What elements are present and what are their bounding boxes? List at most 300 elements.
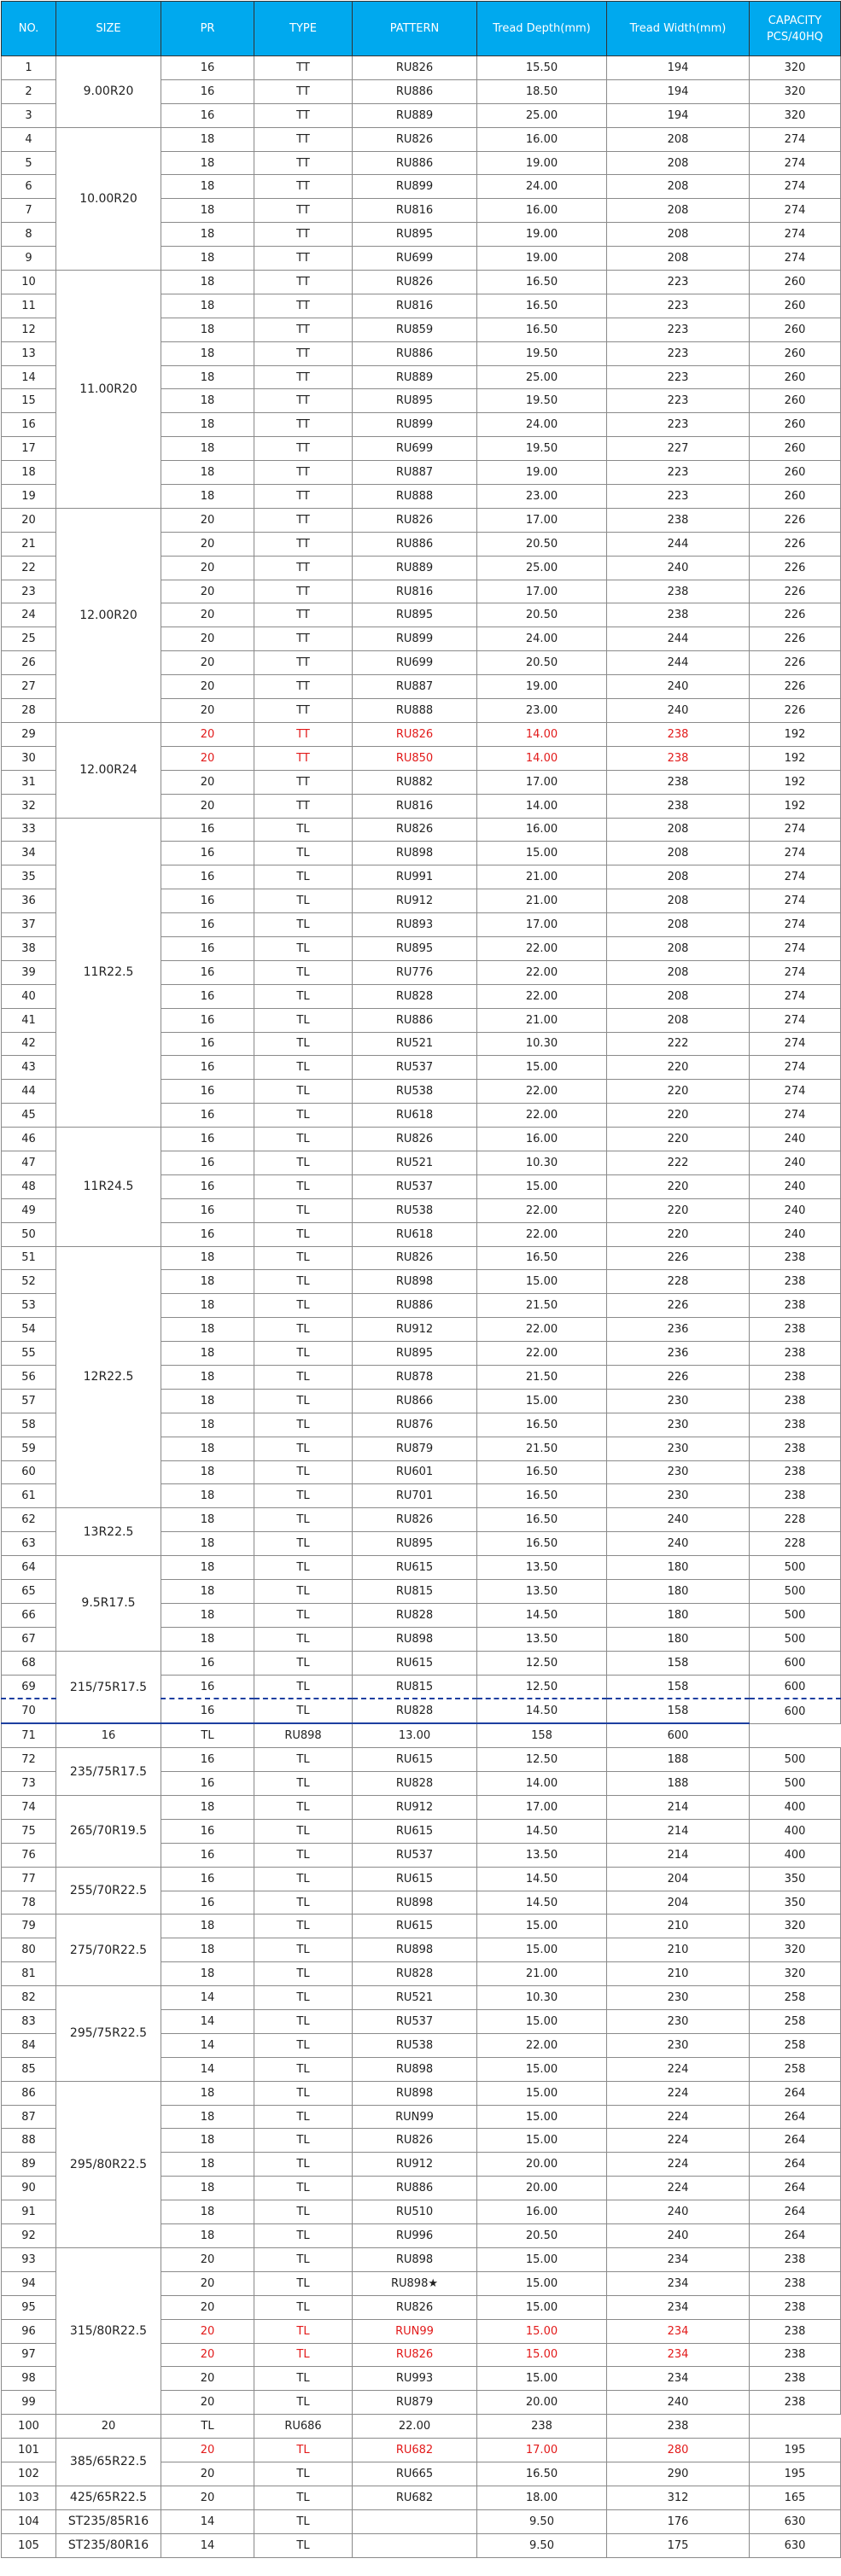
table-row xyxy=(2,2081,841,2105)
cell-type: TL xyxy=(254,2295,353,2319)
cell-type: TL xyxy=(254,1651,353,1675)
cell-tread-width: 208 xyxy=(607,151,750,175)
cell-pattern: RU887 xyxy=(353,461,477,485)
cell-tread-depth: 15.00 xyxy=(477,1938,607,1962)
cell-tread-width: 208 xyxy=(607,223,750,247)
header-type: TYPE xyxy=(254,2,353,56)
cell-no: 15 xyxy=(2,389,56,413)
cell-no: 104 xyxy=(2,2509,56,2533)
cell-capacity: 264 xyxy=(750,2081,841,2105)
cell-tread-width: 234 xyxy=(607,2319,750,2343)
cell-type: TT xyxy=(254,341,353,365)
cell-pattern: RU826 xyxy=(353,2295,477,2319)
cell-tread-depth: 13.50 xyxy=(477,1843,607,1867)
cell-pr: 20 xyxy=(161,2247,254,2271)
cell-tread-depth: 20.50 xyxy=(477,651,607,675)
cell-no: 40 xyxy=(2,984,56,1008)
cell-pr: 16 xyxy=(161,842,254,865)
table-row xyxy=(2,1748,841,1772)
cell-pattern: RU682 xyxy=(353,2439,477,2462)
cell-no: 96 xyxy=(2,2319,56,2343)
cell-tread-depth: 17.00 xyxy=(477,508,607,532)
cell-tread-depth: 17.00 xyxy=(477,913,607,937)
cell-no: 82 xyxy=(2,1986,56,2010)
cell-type: TT xyxy=(254,199,353,223)
cell-tread-depth: 15.00 xyxy=(477,2057,607,2081)
cell-tread-width: 223 xyxy=(607,461,750,485)
cell-tread-width: 194 xyxy=(607,103,750,127)
cell-tread-depth: 13.00 xyxy=(353,1723,477,1747)
cell-type: TL xyxy=(254,1675,353,1699)
cell-pattern: RU816 xyxy=(353,199,477,223)
header-pattern: PATTERN xyxy=(353,2,477,56)
cell-type: TL xyxy=(254,2033,353,2057)
cell-pr: 20 xyxy=(161,2367,254,2391)
cell-tread-width: 208 xyxy=(607,889,750,913)
cell-pr: 18 xyxy=(161,1342,254,1366)
cell-no: 32 xyxy=(2,794,56,818)
cell-tread-depth: 16.00 xyxy=(477,1128,607,1151)
cell-capacity: 228 xyxy=(750,1532,841,1556)
table-row xyxy=(2,1867,841,1891)
cell-tread-depth: 21.00 xyxy=(477,865,607,889)
cell-capacity: 320 xyxy=(750,56,841,80)
cell-tread-depth: 16.50 xyxy=(477,318,607,341)
cell-pattern: RU537 xyxy=(353,2010,477,2034)
cell-capacity: 400 xyxy=(750,1796,841,1820)
cell-no: 87 xyxy=(2,2105,56,2129)
cell-tread-width: 238 xyxy=(607,794,750,818)
table-row xyxy=(2,1128,841,1151)
cell-no: 20 xyxy=(2,508,56,532)
cell-tread-depth: 14.50 xyxy=(477,1891,607,1915)
cell-pr: 16 xyxy=(161,1056,254,1080)
cell-type: TL xyxy=(254,1556,353,1580)
cell-type: TL xyxy=(254,818,353,842)
cell-type: TT xyxy=(254,770,353,794)
cell-capacity: 274 xyxy=(750,1056,841,1080)
cell-pr: 16 xyxy=(161,1104,254,1128)
cell-pr: 18 xyxy=(161,389,254,413)
cell-capacity: 238 xyxy=(750,2343,841,2367)
cell-type: TL xyxy=(254,1198,353,1222)
table-row xyxy=(2,1246,841,1270)
cell-tread-width: 228 xyxy=(607,1270,750,1294)
cell-tread-depth: 19.00 xyxy=(477,247,607,271)
cell-tread-width: 227 xyxy=(607,437,750,461)
cell-size: ST235/85R16 xyxy=(56,2509,161,2533)
cell-tread-width: 214 xyxy=(607,1819,750,1843)
cell-pattern: RU895 xyxy=(353,936,477,960)
cell-capacity: 500 xyxy=(750,1748,841,1772)
cell-pr: 20 xyxy=(161,2391,254,2415)
cell-capacity: 226 xyxy=(750,651,841,675)
cell-pattern: RU889 xyxy=(353,103,477,127)
cell-tread-depth: 22.00 xyxy=(477,1318,607,1342)
cell-size: 13R22.5 xyxy=(56,1508,161,1556)
cell-tread-width: 234 xyxy=(607,2367,750,2391)
cell-pattern: RU699 xyxy=(353,247,477,271)
cell-capacity: 238 xyxy=(750,2295,841,2319)
cell-capacity: 630 xyxy=(750,2509,841,2533)
cell-tread-depth: 17.00 xyxy=(477,1796,607,1820)
cell-pr: 18 xyxy=(161,2129,254,2153)
cell-no: 3 xyxy=(2,103,56,127)
cell-pr: 18 xyxy=(161,318,254,341)
cell-capacity: 165 xyxy=(750,2486,841,2509)
cell-capacity: 260 xyxy=(750,437,841,461)
cell-tread-depth: 16.50 xyxy=(477,1246,607,1270)
cell-tread-depth: 13.50 xyxy=(477,1627,607,1651)
cell-pattern: RUN99 xyxy=(353,2105,477,2129)
cell-pattern: RU898 xyxy=(254,1723,353,1747)
cell-pr: 20 xyxy=(56,2415,161,2439)
cell-tread-depth: 15.00 xyxy=(477,1389,607,1413)
cell-no: 26 xyxy=(2,651,56,675)
header-tread-depth: Tread Depth(mm) xyxy=(477,2,607,56)
cell-pr: 18 xyxy=(161,413,254,437)
cell-type: TL xyxy=(254,1056,353,1080)
cell-type: TT xyxy=(254,794,353,818)
cell-pattern: RU898 xyxy=(353,842,477,865)
cell-tread-width: 175 xyxy=(607,2533,750,2557)
cell-pr: 18 xyxy=(161,1796,254,1820)
cell-capacity: 630 xyxy=(750,2533,841,2557)
cell-tread-depth: 15.00 xyxy=(477,1174,607,1198)
cell-tread-depth: 16.00 xyxy=(477,2200,607,2224)
cell-tread-width: 226 xyxy=(607,1294,750,1318)
cell-pattern: RU615 xyxy=(353,1867,477,1891)
cell-capacity: 195 xyxy=(750,2439,841,2462)
cell-capacity: 350 xyxy=(750,1891,841,1915)
cell-pattern: RU895 xyxy=(353,603,477,627)
cell-pattern: RU538 xyxy=(353,1080,477,1104)
cell-tread-depth: 15.00 xyxy=(477,2295,607,2319)
cell-tread-width: 224 xyxy=(607,2057,750,2081)
cell-tread-width: 214 xyxy=(607,1796,750,1820)
cell-tread-width: 208 xyxy=(607,199,750,223)
cell-type: TL xyxy=(254,2343,353,2367)
cell-no: 84 xyxy=(2,2033,56,2057)
cell-pr: 18 xyxy=(161,341,254,365)
cell-pattern xyxy=(353,2533,477,2557)
cell-no: 69 xyxy=(2,1675,56,1699)
cell-no: 70 xyxy=(2,1699,56,1723)
cell-type: TL xyxy=(254,1294,353,1318)
cell-pr: 20 xyxy=(161,603,254,627)
cell-pattern: RU537 xyxy=(353,1056,477,1080)
cell-pr: 18 xyxy=(161,1294,254,1318)
cell-capacity: 258 xyxy=(750,2057,841,2081)
cell-tread-width: 210 xyxy=(607,1962,750,1986)
cell-capacity: 238 xyxy=(750,1460,841,1484)
cell-type: TL xyxy=(254,2509,353,2533)
cell-pr: 16 xyxy=(161,1174,254,1198)
cell-type: TL xyxy=(254,2105,353,2129)
cell-no: 86 xyxy=(2,2081,56,2105)
cell-no: 64 xyxy=(2,1556,56,1580)
cell-tread-width: 230 xyxy=(607,1413,750,1437)
cell-capacity: 274 xyxy=(750,889,841,913)
cell-type: TL xyxy=(254,2224,353,2248)
cell-pattern: RU895 xyxy=(353,389,477,413)
header-capacity-line2: PCS/40HQ xyxy=(766,30,824,44)
cell-tread-depth: 21.00 xyxy=(477,889,607,913)
cell-capacity: 274 xyxy=(750,199,841,223)
cell-tread-width: 194 xyxy=(607,56,750,80)
cell-capacity: 240 xyxy=(750,1128,841,1151)
cell-tread-width: 230 xyxy=(607,1460,750,1484)
cell-tread-depth: 19.50 xyxy=(477,341,607,365)
cell-type: TT xyxy=(254,318,353,341)
cell-no: 7 xyxy=(2,199,56,223)
cell-no: 60 xyxy=(2,1460,56,1484)
cell-tread-depth: 22.00 xyxy=(477,936,607,960)
cell-type: TL xyxy=(254,1032,353,1056)
cell-pr: 20 xyxy=(161,556,254,580)
cell-tread-depth: 14.50 xyxy=(477,1603,607,1627)
cell-no: 55 xyxy=(2,1342,56,1366)
cell-pr: 18 xyxy=(161,1246,254,1270)
cell-tread-width: 236 xyxy=(607,1342,750,1366)
cell-no: 31 xyxy=(2,770,56,794)
cell-type: TL xyxy=(254,1222,353,1246)
cell-tread-depth: 15.00 xyxy=(477,2010,607,2034)
cell-type: TL xyxy=(254,1938,353,1962)
cell-capacity: 238 xyxy=(750,1389,841,1413)
cell-tread-width: 208 xyxy=(607,960,750,984)
cell-no: 13 xyxy=(2,341,56,365)
table-row xyxy=(2,722,841,746)
cell-tread-depth: 23.00 xyxy=(477,485,607,509)
cell-type: TL xyxy=(254,936,353,960)
cell-no: 14 xyxy=(2,365,56,389)
cell-tread-width: 223 xyxy=(607,341,750,365)
cell-tread-width: 280 xyxy=(607,2439,750,2462)
table-row xyxy=(2,2247,841,2271)
cell-tread-width: 208 xyxy=(607,175,750,199)
cell-tread-width: 208 xyxy=(607,247,750,271)
cell-tread-depth: 21.50 xyxy=(477,1294,607,1318)
cell-capacity: 274 xyxy=(750,175,841,199)
cell-pr: 16 xyxy=(161,1772,254,1796)
cell-no: 83 xyxy=(2,2010,56,2034)
cell-tread-depth: 22.00 xyxy=(477,1104,607,1128)
cell-no: 34 xyxy=(2,842,56,865)
cell-tread-width: 234 xyxy=(607,2295,750,2319)
table-row xyxy=(2,1986,841,2010)
cell-pattern: RU826 xyxy=(353,722,477,746)
cell-no: 25 xyxy=(2,627,56,651)
cell-tread-width: 223 xyxy=(607,318,750,341)
cell-capacity: 260 xyxy=(750,294,841,318)
cell-pattern: RU850 xyxy=(353,746,477,770)
cell-capacity: 500 xyxy=(750,1627,841,1651)
cell-type: TL xyxy=(254,2010,353,2034)
cell-pattern: RU826 xyxy=(353,1128,477,1151)
cell-pattern: RU912 xyxy=(353,1796,477,1820)
cell-capacity: 238 xyxy=(750,2367,841,2391)
cell-capacity: 226 xyxy=(750,508,841,532)
cell-pr: 16 xyxy=(161,1748,254,1772)
cell-pr: 18 xyxy=(161,223,254,247)
cell-type: TL xyxy=(254,1962,353,1986)
header-capacity xyxy=(750,2,841,56)
cell-pr: 16 xyxy=(161,1151,254,1174)
cell-capacity: 260 xyxy=(750,365,841,389)
cell-tread-depth: 20.50 xyxy=(477,603,607,627)
cell-pr: 14 xyxy=(161,2033,254,2057)
cell-type: TT xyxy=(254,627,353,651)
cell-tread-width: 180 xyxy=(607,1603,750,1627)
cell-pr: 18 xyxy=(161,1270,254,1294)
cell-pr: 14 xyxy=(161,2509,254,2533)
cell-type: TT xyxy=(254,437,353,461)
cell-pr: 20 xyxy=(161,580,254,603)
cell-tread-depth: 15.00 xyxy=(477,1270,607,1294)
cell-no: 65 xyxy=(2,1580,56,1604)
cell-pattern: RU815 xyxy=(353,1580,477,1604)
cell-type: TT xyxy=(254,389,353,413)
cell-tread-width: 194 xyxy=(607,79,750,103)
cell-pattern: RU521 xyxy=(353,1151,477,1174)
cell-no: 43 xyxy=(2,1056,56,1080)
cell-tread-width: 224 xyxy=(607,2153,750,2177)
cell-pattern: RU898 xyxy=(353,1891,477,1915)
cell-tread-depth: 10.30 xyxy=(477,1986,607,2010)
cell-capacity: 274 xyxy=(750,127,841,151)
cell-pr: 18 xyxy=(161,1389,254,1413)
cell-tread-width: 204 xyxy=(607,1891,750,1915)
cell-tread-width: 226 xyxy=(607,1365,750,1389)
cell-pattern: RU521 xyxy=(353,1032,477,1056)
cell-tread-width: 234 xyxy=(607,2271,750,2295)
cell-pattern: RU886 xyxy=(353,79,477,103)
cell-pattern: RU889 xyxy=(353,365,477,389)
cell-size: 11R24.5 xyxy=(56,1128,161,1246)
cell-capacity: 264 xyxy=(750,2200,841,2224)
cell-pr: 16 xyxy=(161,889,254,913)
cell-type: TL xyxy=(254,2081,353,2105)
header-no: NO. xyxy=(2,2,56,56)
table-row xyxy=(2,127,841,151)
cell-tread-depth: 14.50 xyxy=(477,1867,607,1891)
cell-no: 16 xyxy=(2,413,56,437)
cell-tread-width: 208 xyxy=(607,913,750,937)
cell-no: 59 xyxy=(2,1437,56,1460)
cell-pr: 18 xyxy=(161,175,254,199)
cell-pattern: RU699 xyxy=(353,437,477,461)
cell-tread-width: 222 xyxy=(607,1032,750,1056)
cell-pattern: RU815 xyxy=(353,1675,477,1699)
cell-tread-depth: 20.50 xyxy=(477,2224,607,2248)
cell-pattern: RU893 xyxy=(353,913,477,937)
cell-no: 17 xyxy=(2,437,56,461)
cell-tread-depth: 15.00 xyxy=(477,2129,607,2153)
cell-capacity: 238 xyxy=(750,1365,841,1389)
cell-tread-width: 244 xyxy=(607,651,750,675)
cell-tread-depth: 15.00 xyxy=(477,2319,607,2343)
cell-type: TT xyxy=(254,722,353,746)
cell-no: 53 xyxy=(2,1294,56,1318)
table-row xyxy=(2,1915,841,1938)
cell-no: 101 xyxy=(2,2439,56,2462)
cell-tread-width: 223 xyxy=(607,413,750,437)
cell-pattern: RU826 xyxy=(353,1246,477,1270)
cell-capacity: 240 xyxy=(750,1174,841,1198)
cell-tread-depth: 13.50 xyxy=(477,1556,607,1580)
cell-pr: 18 xyxy=(161,247,254,271)
table-row xyxy=(2,1508,841,1532)
cell-tread-width: 180 xyxy=(607,1580,750,1604)
cell-tread-depth: 15.00 xyxy=(477,1056,607,1080)
cell-tread-width: 180 xyxy=(607,1627,750,1651)
table-row xyxy=(2,1556,841,1580)
cell-tread-depth: 15.00 xyxy=(477,2247,607,2271)
cell-type: TL xyxy=(254,1627,353,1651)
cell-type: TL xyxy=(254,865,353,889)
cell-tread-depth: 15.00 xyxy=(477,2367,607,2391)
cell-pr: 16 xyxy=(161,1819,254,1843)
cell-no: 97 xyxy=(2,2343,56,2367)
table-row xyxy=(2,56,841,80)
cell-pr: 18 xyxy=(161,1365,254,1389)
cell-no: 45 xyxy=(2,1104,56,1128)
cell-no: 18 xyxy=(2,461,56,485)
cell-capacity: 238 xyxy=(607,2415,750,2439)
cell-capacity: 238 xyxy=(750,2247,841,2271)
cell-type: TT xyxy=(254,413,353,437)
cell-pattern: RU898 xyxy=(353,2081,477,2105)
cell-no: 12 xyxy=(2,318,56,341)
cell-tread-depth: 25.00 xyxy=(477,103,607,127)
cell-pattern: RU699 xyxy=(353,651,477,675)
cell-pattern: RU828 xyxy=(353,1699,477,1723)
cell-tread-depth: 20.00 xyxy=(477,2153,607,2177)
table-row xyxy=(2,1796,841,1820)
cell-tread-width: 220 xyxy=(607,1198,750,1222)
cell-no: 27 xyxy=(2,675,56,699)
cell-tread-depth: 24.00 xyxy=(477,175,607,199)
cell-pattern: RU888 xyxy=(353,485,477,509)
cell-no: 54 xyxy=(2,1318,56,1342)
cell-pr: 16 xyxy=(161,1843,254,1867)
cell-no: 72 xyxy=(2,1748,56,1772)
cell-tread-depth: 10.30 xyxy=(477,1151,607,1174)
cell-type: TT xyxy=(254,103,353,127)
cell-pattern: RU510 xyxy=(353,2200,477,2224)
cell-tread-depth: 21.50 xyxy=(477,1437,607,1460)
table-row xyxy=(2,2439,841,2462)
cell-pr: 16 xyxy=(161,1008,254,1032)
cell-type: TL xyxy=(254,1986,353,2010)
header-capacity-line1: CAPACITY xyxy=(768,14,822,27)
cell-type: TL xyxy=(254,2533,353,2557)
cell-tread-depth: 16.00 xyxy=(477,818,607,842)
cell-type: TL xyxy=(254,1318,353,1342)
cell-no: 67 xyxy=(2,1627,56,1651)
cell-pattern: RU665 xyxy=(353,2462,477,2486)
cell-capacity: 192 xyxy=(750,794,841,818)
cell-tread-width: 220 xyxy=(607,1222,750,1246)
cell-tread-depth: 22.00 xyxy=(477,1080,607,1104)
cell-tread-depth: 20.50 xyxy=(477,532,607,556)
cell-no: 4 xyxy=(2,127,56,151)
cell-pattern: RU826 xyxy=(353,2129,477,2153)
cell-size: 11.00R20 xyxy=(56,271,161,509)
cell-pattern: RU826 xyxy=(353,818,477,842)
cell-no: 94 xyxy=(2,2271,56,2295)
